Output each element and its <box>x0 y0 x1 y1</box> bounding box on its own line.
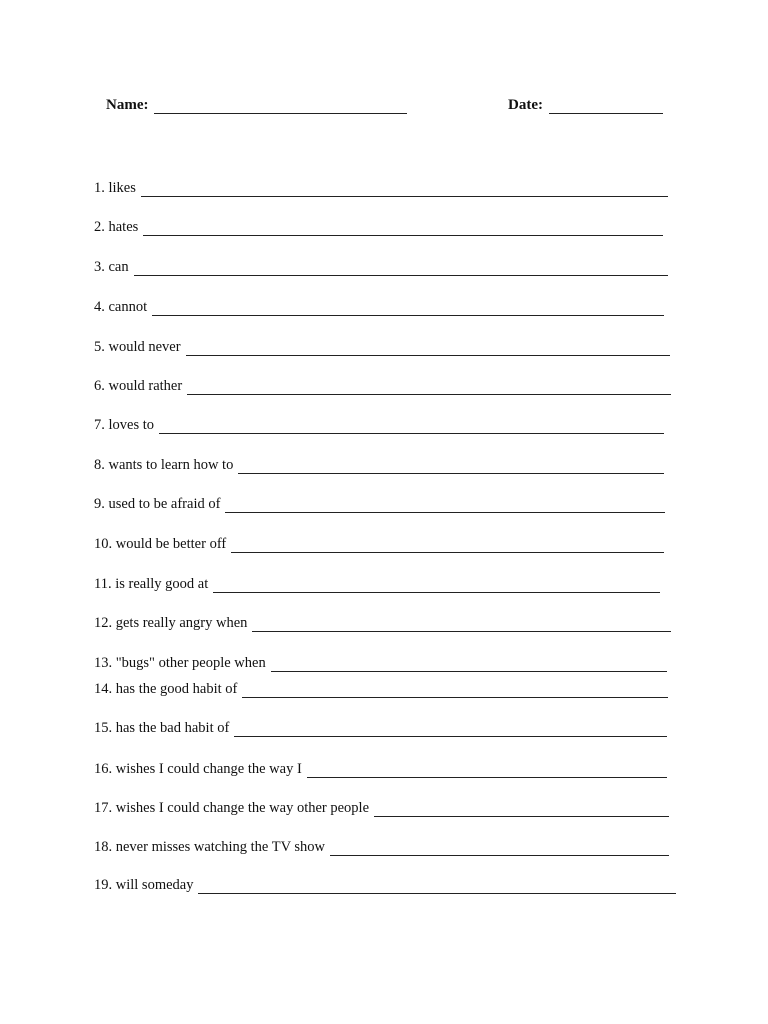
item-blank-line[interactable] <box>238 457 664 474</box>
item-blank-line[interactable] <box>271 655 667 672</box>
item-prompt: 14. has the good habit of <box>94 681 238 697</box>
item-blank-line[interactable] <box>141 180 668 197</box>
item-blank-line[interactable] <box>159 417 664 434</box>
item-blank-line[interactable] <box>252 615 671 632</box>
item-prompt: 3. can <box>94 259 129 275</box>
item-blank-line[interactable] <box>234 720 667 737</box>
item-prompt: 15. has the bad habit of <box>94 720 230 736</box>
item-blank-line[interactable] <box>225 496 665 513</box>
item-prompt: 10. would be better off <box>94 536 227 552</box>
worksheet-item-5 <box>94 338 670 356</box>
item-prompt: 6. would rather <box>94 378 183 394</box>
worksheet-item-13 <box>94 654 667 672</box>
item-blank-line[interactable] <box>242 681 668 698</box>
item-blank-line[interactable] <box>213 576 660 593</box>
worksheet-item-6 <box>94 377 671 395</box>
date-field <box>508 96 663 114</box>
item-prompt: 4. cannot <box>94 299 148 315</box>
worksheet-item-9 <box>94 495 665 513</box>
worksheet-item-8 <box>94 456 664 474</box>
item-blank-line[interactable] <box>134 259 668 276</box>
worksheet-item-7 <box>94 416 664 434</box>
name-field <box>106 96 407 114</box>
worksheet-item-12 <box>94 614 671 632</box>
item-prompt: 8. wants to learn how to <box>94 457 234 473</box>
item-blank-line[interactable] <box>198 877 676 894</box>
worksheet-item-3 <box>94 258 668 276</box>
item-prompt: 13. "bugs" other people when <box>94 655 266 671</box>
item-prompt: 2. hates <box>94 219 139 235</box>
name-label: Name: <box>106 97 149 113</box>
item-prompt: 12. gets really angry when <box>94 615 248 631</box>
worksheet-item-4 <box>94 298 664 316</box>
worksheet-item-19 <box>94 876 676 894</box>
worksheet-item-11 <box>94 575 660 593</box>
worksheet-item-15 <box>94 719 667 737</box>
item-prompt: 5. would never <box>94 339 181 355</box>
item-blank-line[interactable] <box>186 339 670 356</box>
item-blank-line[interactable] <box>330 839 669 856</box>
item-blank-line[interactable] <box>152 299 664 316</box>
date-label: Date: <box>508 97 543 113</box>
item-prompt: 9. used to be afraid of <box>94 496 221 512</box>
worksheet-item-10 <box>94 535 664 553</box>
item-blank-line[interactable] <box>231 536 664 553</box>
item-prompt: 7. loves to <box>94 417 155 433</box>
item-prompt: 18. never misses watching the TV show <box>94 839 326 855</box>
item-prompt: 17. wishes I could change the way other people <box>94 800 370 816</box>
worksheet-item-17 <box>94 799 669 817</box>
worksheet-item-2 <box>94 218 663 236</box>
worksheet-item-1 <box>94 179 668 197</box>
worksheet-item-14 <box>94 680 668 698</box>
worksheet-item-16 <box>94 760 667 778</box>
item-blank-line[interactable] <box>143 219 663 236</box>
item-blank-line[interactable] <box>187 378 671 395</box>
item-prompt: 1. likes <box>94 180 136 196</box>
item-prompt: 19. will someday <box>94 877 194 893</box>
item-blank-line[interactable] <box>374 800 669 817</box>
item-prompt: 11. is really good at <box>94 576 209 592</box>
date-blank-line[interactable] <box>549 96 663 114</box>
item-blank-line[interactable] <box>307 761 667 778</box>
item-prompt: 16. wishes I could change the way I <box>94 761 302 777</box>
worksheet-item-18 <box>94 838 669 856</box>
name-blank-line[interactable] <box>154 96 407 114</box>
